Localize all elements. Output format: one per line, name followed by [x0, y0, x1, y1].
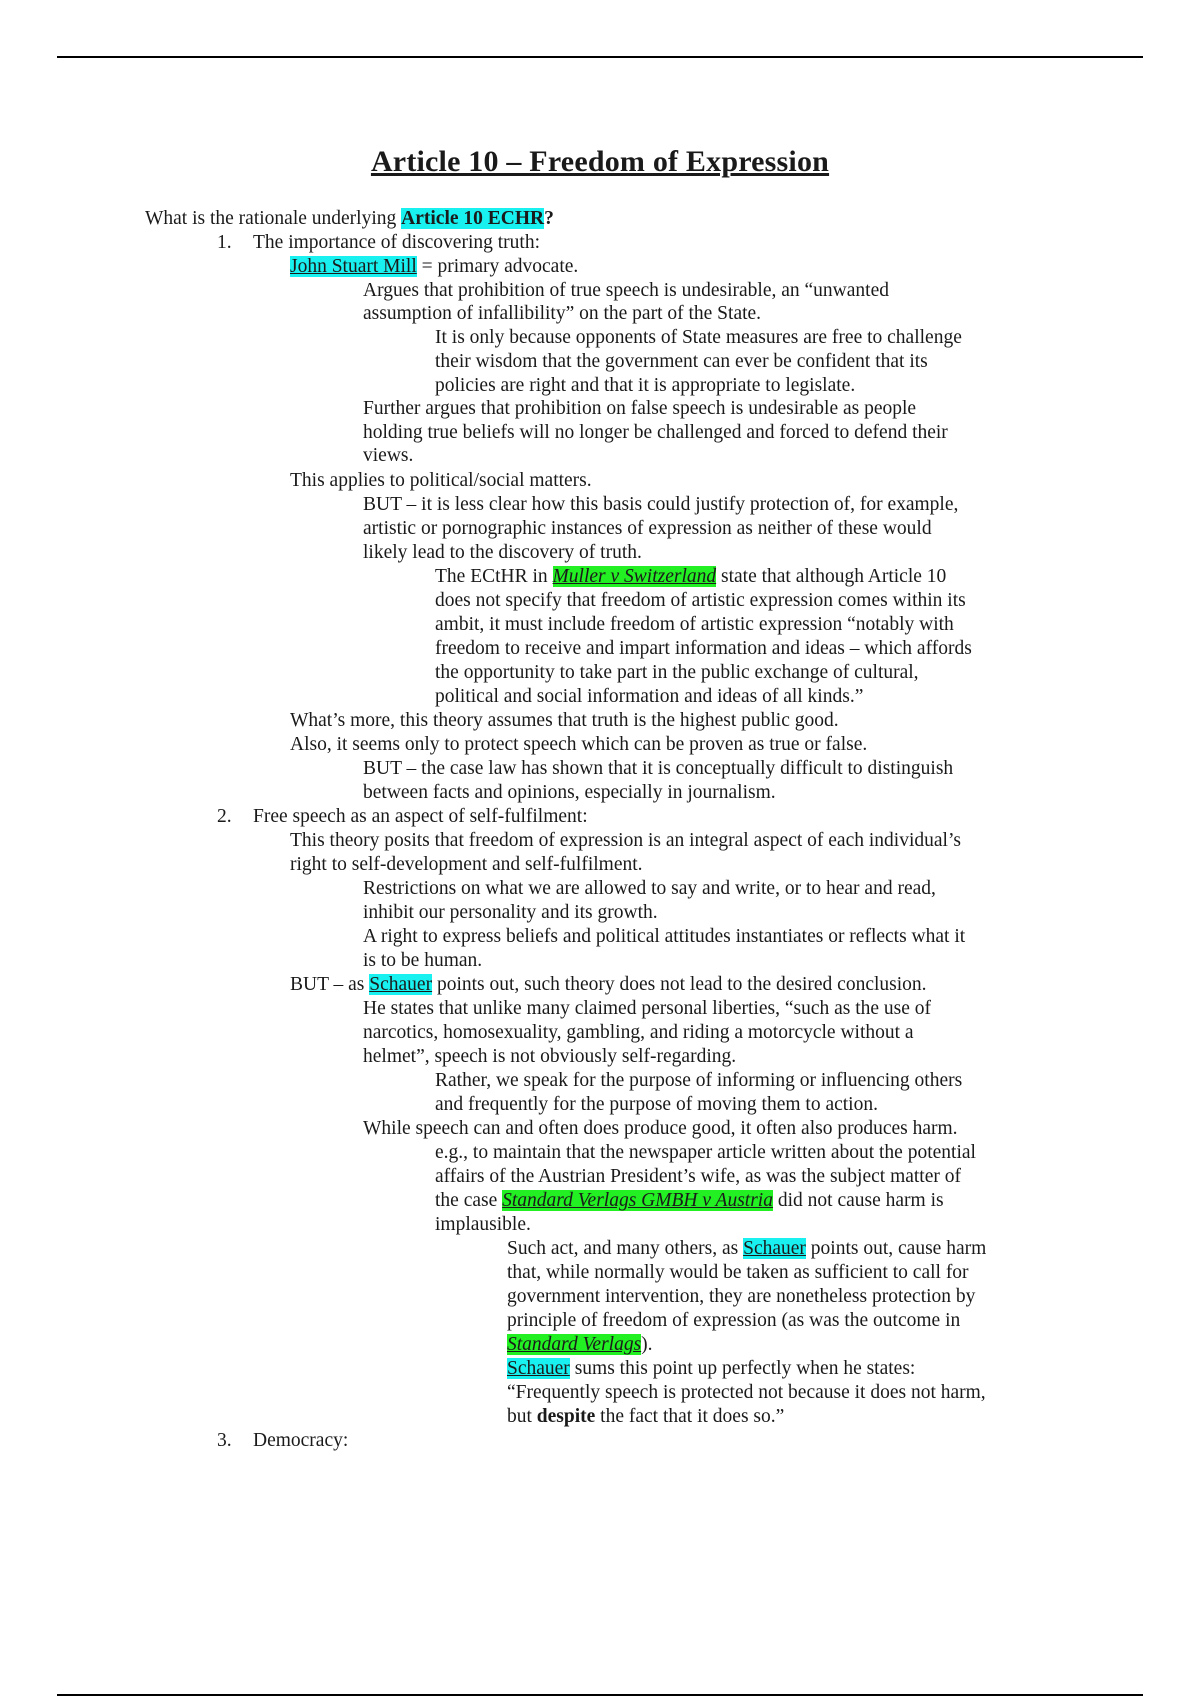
- question-line: [145, 207, 554, 231]
- quote-line: “Frequently speech is protected not because it does not harm,: [507, 1382, 986, 1403]
- schauer-post: points out, such theory does not lead to the desired conclusion.: [432, 974, 927, 995]
- list-item: BUT – the case law has shown that it is conceptually difficult to distinguish: [363, 758, 954, 779]
- list-item: What’s more, this theory assumes that truth is the highest public good.: [290, 710, 839, 731]
- list-item: helmet”, speech is not obviously self-regarding.: [363, 1046, 737, 1067]
- standard-verlags-line: [435, 1189, 944, 1213]
- list-item: policies are right and that it is appropriate to legislate.: [435, 375, 856, 396]
- muller-case-highlight: Muller v Switzerland: [552, 566, 717, 587]
- list-item: views.: [363, 445, 414, 466]
- list-item: Restrictions on what we are allowed to say and write, or to hear and read,: [363, 878, 936, 899]
- list-item: government intervention, they are nonetheless protection by: [507, 1286, 976, 1307]
- list-item: BUT – it is less clear how this basis could justify protection of, for example,: [363, 494, 959, 515]
- mill-line: [290, 255, 578, 279]
- list-item: the opportunity to take part in the public exchange of cultural,: [435, 662, 919, 683]
- quote-post: the fact that it does so.”: [595, 1406, 785, 1427]
- list-item: A right to express beliefs and political attitudes instantiates or reflects what it: [363, 926, 966, 947]
- schauer2-post: points out, cause harm: [805, 1238, 987, 1259]
- quote-line-end: [507, 1405, 784, 1429]
- schauer-highlight: Schauer: [507, 1358, 570, 1379]
- quote-bold-despite: despite: [536, 1406, 596, 1427]
- page-title: Article 10 – Freedom of Expression: [370, 145, 830, 178]
- list-item: right to self-development and self-fulfilment.: [290, 854, 643, 875]
- standard-verlags-short-line: [507, 1333, 653, 1357]
- list-item: principle of freedom of expression (as was the outcome in: [507, 1310, 961, 1331]
- article-10-highlight: Article 10 ECHR: [401, 208, 545, 229]
- list-number-3: 3.: [217, 1430, 232, 1451]
- sv-short-post: ).: [641, 1334, 653, 1355]
- mill-text: = primary advocate.: [416, 256, 579, 277]
- list-item: Further argues that prohibition on false speech is undesirable as people: [363, 398, 917, 419]
- sv-pre: the case: [435, 1190, 503, 1211]
- schauer-line-3: [507, 1357, 915, 1381]
- sv-post: did not cause harm is: [772, 1190, 944, 1211]
- list-item: between facts and opinions, especially in journalism.: [363, 782, 776, 803]
- schauer-highlight: Schauer: [743, 1238, 806, 1259]
- list-item: He states that unlike many claimed personal liberties, “such as the use of: [363, 998, 932, 1019]
- list-item: ambit, it must include freedom of artistic expression “notably with: [435, 614, 954, 635]
- schauer-pre: BUT – as: [290, 974, 370, 995]
- list-item: does not specify that freedom of artistic expression comes within its: [435, 590, 966, 611]
- list-item: freedom to receive and impart information and ideas – which affords: [435, 638, 972, 659]
- list-item: Also, it seems only to protect speech which can be proven as true or false.: [290, 734, 868, 755]
- list-item: It is only because opponents of State measures are free to challenge: [435, 327, 962, 348]
- list-item: artistic or pornographic instances of expression as neither of these would: [363, 518, 932, 539]
- list-number-1: 1.: [217, 232, 232, 253]
- list-item: and frequently for the purpose of moving them to action.: [435, 1094, 878, 1115]
- schauer-highlight: Schauer: [369, 974, 433, 995]
- quote-pre: but: [507, 1406, 537, 1427]
- header-rule: [57, 56, 1143, 58]
- list-item: is to be human.: [363, 950, 483, 971]
- list-item: This theory posits that freedom of expression is an integral aspect of each individual’s: [290, 830, 961, 851]
- list-item: likely lead to the discovery of truth.: [363, 542, 642, 563]
- standard-verlags-highlight: Standard Verlags: [507, 1334, 642, 1355]
- schauer2-pre: Such act, and many others, as: [507, 1238, 744, 1259]
- list-item: their wisdom that the government can ever be confident that its: [435, 351, 928, 372]
- standard-verlags-case-highlight: Standard Verlags GMBH v Austria: [502, 1190, 773, 1211]
- list-item: implausible.: [435, 1214, 531, 1235]
- list-item: While speech can and often does produce good, it often also produces harm.: [363, 1118, 958, 1139]
- question-mark: ?: [544, 208, 554, 229]
- list-item: assumption of infallibility” on the part of the State.: [363, 303, 762, 324]
- schauer-line-1: [290, 973, 927, 997]
- schauer3-post: sums this point up perfectly when he states:: [569, 1358, 916, 1379]
- question-text: What is the rationale underlying: [145, 208, 402, 229]
- list-item: that, while normally would be taken as sufficient to call for: [507, 1262, 969, 1283]
- muller-post: state that although Article 10: [716, 566, 947, 587]
- section-heading-3: Democracy:: [253, 1430, 349, 1451]
- list-item: affairs of the Austrian President’s wife, as was the subject matter of: [435, 1166, 961, 1187]
- list-item: political and social information and ideas of all kinds.”: [435, 686, 864, 707]
- list-item: Argues that prohibition of true speech is undesirable, an “unwanted: [363, 280, 889, 301]
- list-item: narcotics, homosexuality, gambling, and riding a motorcycle without a: [363, 1022, 914, 1043]
- list-item: holding true beliefs will no longer be challenged and forced to defend their: [363, 422, 948, 443]
- section-heading-1: The importance of discovering truth:: [253, 232, 540, 253]
- list-item: Rather, we speak for the purpose of informing or influencing others: [435, 1070, 963, 1091]
- muller-line: [435, 565, 946, 589]
- list-item: e.g., to maintain that the newspaper article written about the potential: [435, 1142, 976, 1163]
- schauer-line-2: [507, 1237, 986, 1261]
- list-number-2: 2.: [217, 806, 232, 827]
- list-item: This applies to political/social matters.: [290, 470, 592, 491]
- list-item: inhibit our personality and its growth.: [363, 902, 658, 923]
- section-heading-2: Free speech as an aspect of self-fulfilment:: [253, 806, 588, 827]
- john-stuart-mill-link: John Stuart Mill: [290, 256, 417, 277]
- footer-rule: [57, 1694, 1143, 1696]
- muller-pre: The ECtHR in: [435, 566, 553, 587]
